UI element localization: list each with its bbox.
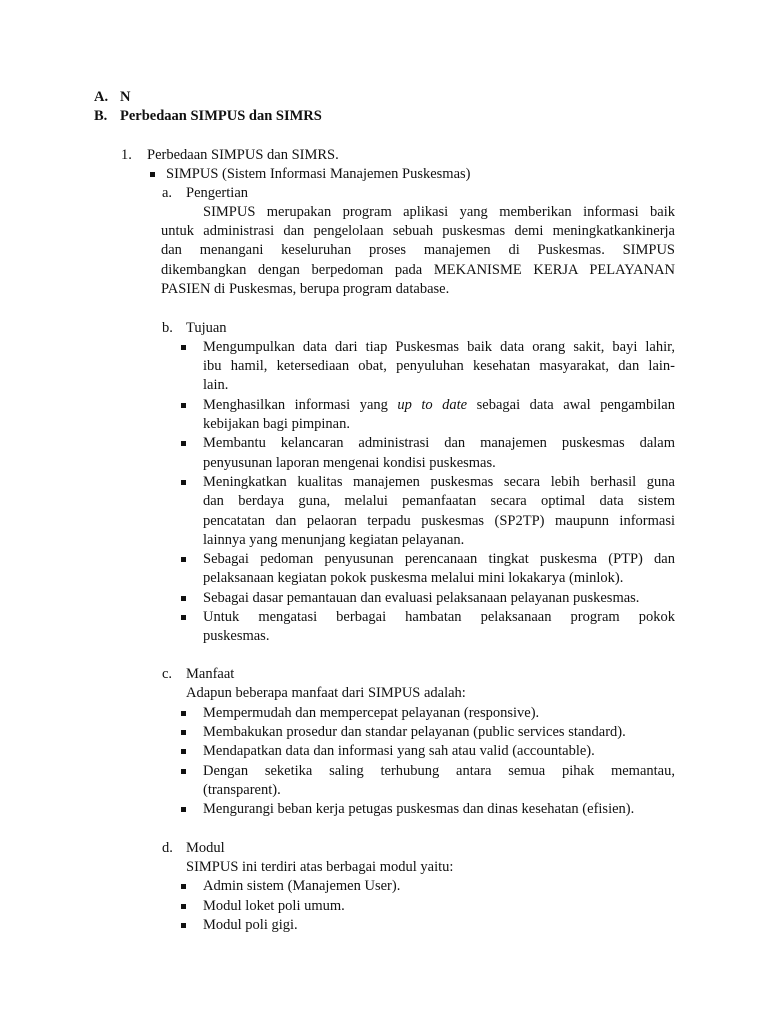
square-bullet-icon [181, 403, 186, 408]
tujuan-bullet-line: pencatatan dan pelaoran terpadu puskesmas (SP2TP) maupunn informasi [203, 513, 675, 529]
pengertian-line: SIMPUS merupakan program aplikasi yang memberikan informasi baik [203, 204, 675, 220]
square-bullet-icon [181, 749, 186, 754]
tujuan-bullet-line: dan berdaya guna, melalui pemanfaatan secara optimal data sistem [203, 493, 675, 509]
pengertian-line: dan menangani keseluruhan proses manajemen di Puskesmas. SIMPUS [161, 242, 675, 258]
heading-b-text: Perbedaan SIMPUS dan SIMRS [120, 108, 322, 124]
heading-a-text: N [120, 89, 131, 105]
heading-a-label: A. [94, 89, 109, 105]
item-1-label: 1. [121, 147, 132, 163]
square-bullet-icon [181, 730, 186, 735]
modul-label: d. [162, 840, 173, 856]
manfaat-bullet-line: Mendapatkan data dan informasi yang sah atau valid (accountable). [203, 743, 595, 759]
manfaat-title: Manfaat [186, 666, 235, 682]
square-bullet-icon [181, 904, 186, 909]
tujuan-bullet-line: Meningkatkan kualitas manajemen puskesmas secara lebih berhasil guna [203, 474, 675, 490]
pengertian-line: untuk administrasi dan pengelolaan sebuah puskesmas demi meningkatkankinerja [161, 223, 675, 239]
manfaat-label: c. [162, 666, 173, 682]
tujuan-bullet-line: Membantu kelancaran administrasi dan manajemen puskesmas dalam [203, 435, 675, 451]
pengertian-line: PASIEN di Puskesmas, berupa program database. [161, 281, 450, 297]
modul-bullet-line: Modul poli gigi. [203, 917, 298, 933]
square-bullet-icon [181, 807, 186, 812]
square-bullet-icon [181, 711, 186, 716]
tujuan-bullet-line: Sebagai dasar pemantauan dan evaluasi pelaksanaan pelayanan puskesmas. [203, 590, 640, 606]
modul-title: Modul [186, 840, 225, 856]
tujuan-bullet-line: kebijakan bagi pimpinan. [203, 416, 350, 432]
square-bullet-icon [150, 172, 155, 177]
tujuan-bullet-line: ibu hamil, ketersediaan obat, penyuluhan kesehatan masyarakat, dan lain- [203, 358, 675, 374]
tujuan-bullet-line [203, 396, 675, 415]
heading-b-label: B. [94, 108, 108, 124]
modul-bullet-line: Modul loket poli umum. [203, 898, 345, 914]
square-bullet-icon [181, 345, 186, 350]
manfaat-bullet-line: (transparent). [203, 782, 281, 798]
tujuan-b2-post: sebagai data awal pengambilan [467, 397, 675, 413]
tujuan-bullet-line: lainnya yang menunjang kegiatan pelayanan. [203, 532, 465, 548]
tujuan-bullet-line: lain. [203, 377, 229, 393]
manfaat-intro: Adapun beberapa manfaat dari SIMPUS adalah: [186, 685, 466, 701]
square-bullet-icon [181, 441, 186, 446]
tujuan-title: Tujuan [186, 320, 227, 336]
tujuan-label: b. [162, 320, 173, 336]
manfaat-bullet-line: Membakukan prosedur dan standar pelayanan (public services standard). [203, 724, 626, 740]
manfaat-bullet-line: Dengan seketika saling terhubung antara semua pihak memantau, [203, 763, 675, 779]
pengertian-label: a. [162, 185, 173, 201]
modul-bullet-line: Admin sistem (Manajemen User). [203, 878, 401, 894]
manfaat-bullet-line: Mempermudah dan mempercepat pelayanan (responsive). [203, 705, 540, 721]
tujuan-bullet-line: Untuk mengatasi berbagai hambatan pelaksanaan program pokok [203, 609, 675, 625]
square-bullet-icon [181, 615, 186, 620]
square-bullet-icon [181, 769, 186, 774]
square-bullet-icon [181, 884, 186, 889]
simpus-title: SIMPUS (Sistem Informasi Manajemen Puskesmas) [166, 166, 471, 182]
square-bullet-icon [181, 923, 186, 928]
modul-intro: SIMPUS ini terdiri atas berbagai modul yaitu: [186, 859, 454, 875]
pengertian-title: Pengertian [186, 185, 249, 201]
tujuan-bullet-line: Sebagai pedoman penyusunan perencanaan tingkat puskesma (PTP) dan [203, 551, 675, 567]
manfaat-bullet-line: Mengurangi beban kerja petugas puskesmas dan dinas kesehatan (efisien). [203, 801, 635, 817]
item-1-text: Perbedaan SIMPUS dan SIMRS. [147, 147, 339, 163]
tujuan-bullet-line: penyusunan laporan mengenai kondisi puskesmas. [203, 455, 496, 471]
pengertian-line: dikembangkan dengan berpedoman pada MEKANISME KERJA PELAYANAN [161, 262, 675, 278]
tujuan-b2-pre: Menghasilkan informasi yang [203, 397, 398, 413]
tujuan-b2-em: up to date [397, 397, 468, 413]
tujuan-bullet-line: Mengumpulkan data dari tiap Puskesmas baik data orang sakit, bayi lahir, [203, 339, 675, 355]
square-bullet-icon [181, 480, 186, 485]
square-bullet-icon [181, 596, 186, 601]
tujuan-bullet-line: pelaksanaan kegiatan pokok puskesma melalui mini lokakarya (minlok). [203, 570, 624, 586]
square-bullet-icon [181, 557, 186, 562]
tujuan-bullet-line: puskesmas. [203, 628, 270, 644]
